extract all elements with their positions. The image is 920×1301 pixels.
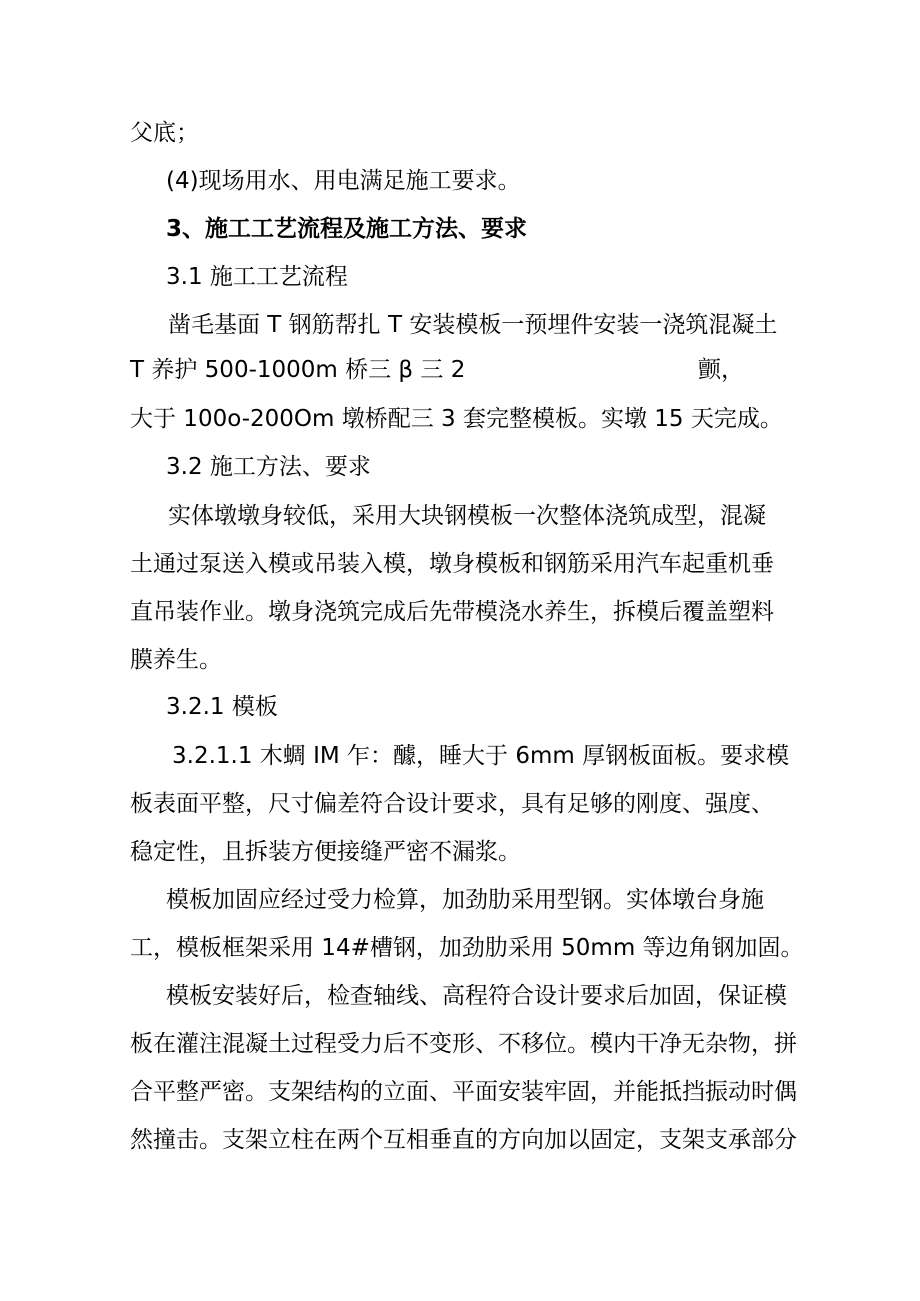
subsection-heading: 3.2.1 模板 (166, 694, 278, 720)
subsection-heading: 3.1 施工工艺流程 (166, 264, 348, 290)
text-line: 膜养生。 (130, 647, 222, 673)
text-line: 凿毛基面 T 钢筋帮扎 T 安装模板一预埋件安装一浇筑混凝土 (168, 312, 778, 338)
text-line: 实体墩墩身较低，采用大块钢模板一次整体浇筑成型，混凝 (168, 503, 766, 529)
text-line: 稳定性，且拆装方便接缝严密不漏浆。 (130, 839, 521, 865)
text-line: T 养护 500-1000m 桥三 β 三 2 (130, 357, 466, 383)
text-line-fragment: 颤， (698, 357, 744, 383)
text-line: 土通过泵送入模或吊装入模，墩身模板和钢筋采用汽车起重机垂 (130, 551, 774, 577)
section-heading: 3、施工工艺流程及施工方法、要求 (166, 216, 528, 242)
text-line: 然撞击。支架立柱在两个互相垂直的方向加以固定，支架支承部分 (130, 1127, 797, 1153)
text-line: 大于 100o-200Om 墩桥配三 3 套完整模板。实墩 15 天完成。 (130, 406, 783, 432)
subsection-heading: 3.2 施工方法、要求 (166, 454, 371, 480)
text-line: 模板加固应经过受力检算，加劲肋采用型钢。实体墩台身施 (166, 887, 764, 913)
text-line: 合平整严密。支架结构的立面、平面安装牢固，并能抵挡振动时偶 (130, 1079, 797, 1105)
text-line: 工，模板框架采用 14#槽钢，加劲肋采用 50mm 等边角钢加固。 (130, 935, 804, 961)
text-line: 模板安装好后，检查轴线、高程符合设计要求后加固，保证模 (166, 983, 787, 1009)
text-line: 板表面平整，尺寸偏差符合设计要求，具有足够的刚度、强度、 (130, 791, 774, 817)
text-line: 板在灌注混凝土过程受力后不变形、不移位。模内干净无杂物，拼 (130, 1031, 797, 1057)
text-line: (4)现场用水、用电满足施工要求。 (166, 168, 521, 194)
text-line: 父底； (130, 120, 199, 146)
text-line: 3.2.1.1 木蜩 IM 乍：醵，睡大于 6mm 厚钢板面板。要求模 (172, 743, 790, 769)
text-line: 直吊装作业。墩身浇筑完成后先带模浇水养生，拆模后覆盖塑料 (130, 599, 774, 625)
